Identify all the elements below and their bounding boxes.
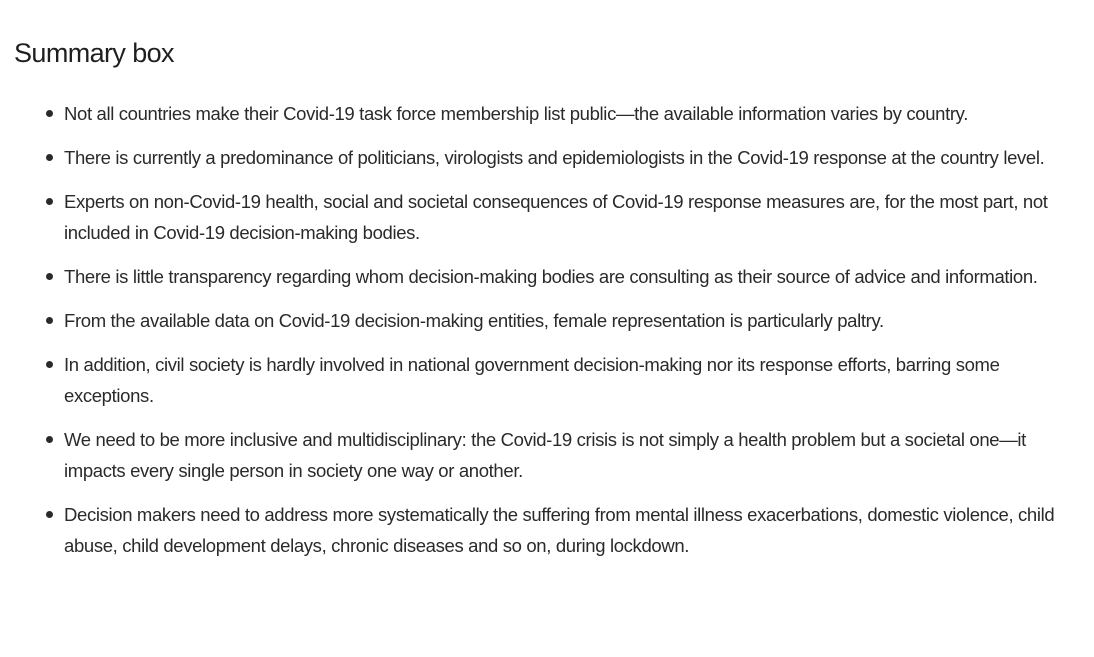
- list-item-text: Decision makers need to address more systematically the suffering from mental illness exacerbations, domestic violence, child abuse, child development delays, chronic diseases and so on, during lockdown.: [64, 504, 1055, 556]
- list-item: [0, 261, 1094, 292]
- list-item-text: In addition, civil society is hardly involved in national government decision-making nor its response efforts, barring some exceptions.: [64, 354, 1000, 406]
- summary-title: Summary box: [14, 38, 174, 68]
- list-item: [0, 424, 1094, 486]
- bullet-icon: [46, 436, 53, 443]
- bullet-icon: [46, 198, 53, 205]
- list-item-text: There is currently a predominance of politicians, virologists and epidemiologists in the Covid-19 response at the country level.: [64, 147, 1045, 168]
- list-item-text: Not all countries make their Covid-19 task force membership list public—the available information varies by country.: [64, 103, 968, 124]
- summary-list: [0, 98, 1094, 574]
- list-item: [0, 305, 1094, 336]
- bullet-icon: [46, 110, 53, 117]
- list-item-text: Experts on non-Covid-19 health, social and societal consequences of Covid-19 response measures are, for the most part, not included in Covid-19 decision-making bodies.: [64, 191, 1048, 243]
- bullet-icon: [46, 273, 53, 280]
- list-item-text: There is little transparency regarding whom decision-making bodies are consulting as their source of advice and information.: [64, 266, 1038, 287]
- bullet-icon: [46, 317, 53, 324]
- list-item: [0, 499, 1094, 561]
- list-item-text: From the available data on Covid-19 decision-making entities, female representation is particularly paltry.: [64, 310, 884, 331]
- bullet-icon: [46, 154, 53, 161]
- list-item: [0, 349, 1094, 411]
- bullet-icon: [46, 511, 53, 518]
- bullet-icon: [46, 361, 53, 368]
- list-item-text: We need to be more inclusive and multidisciplinary: the Covid-19 crisis is not simply a health problem but a societal one—it impacts every single person in society one way or another.: [64, 429, 1026, 481]
- list-item: [0, 98, 1094, 129]
- list-item: [0, 186, 1094, 248]
- list-item: [0, 142, 1094, 173]
